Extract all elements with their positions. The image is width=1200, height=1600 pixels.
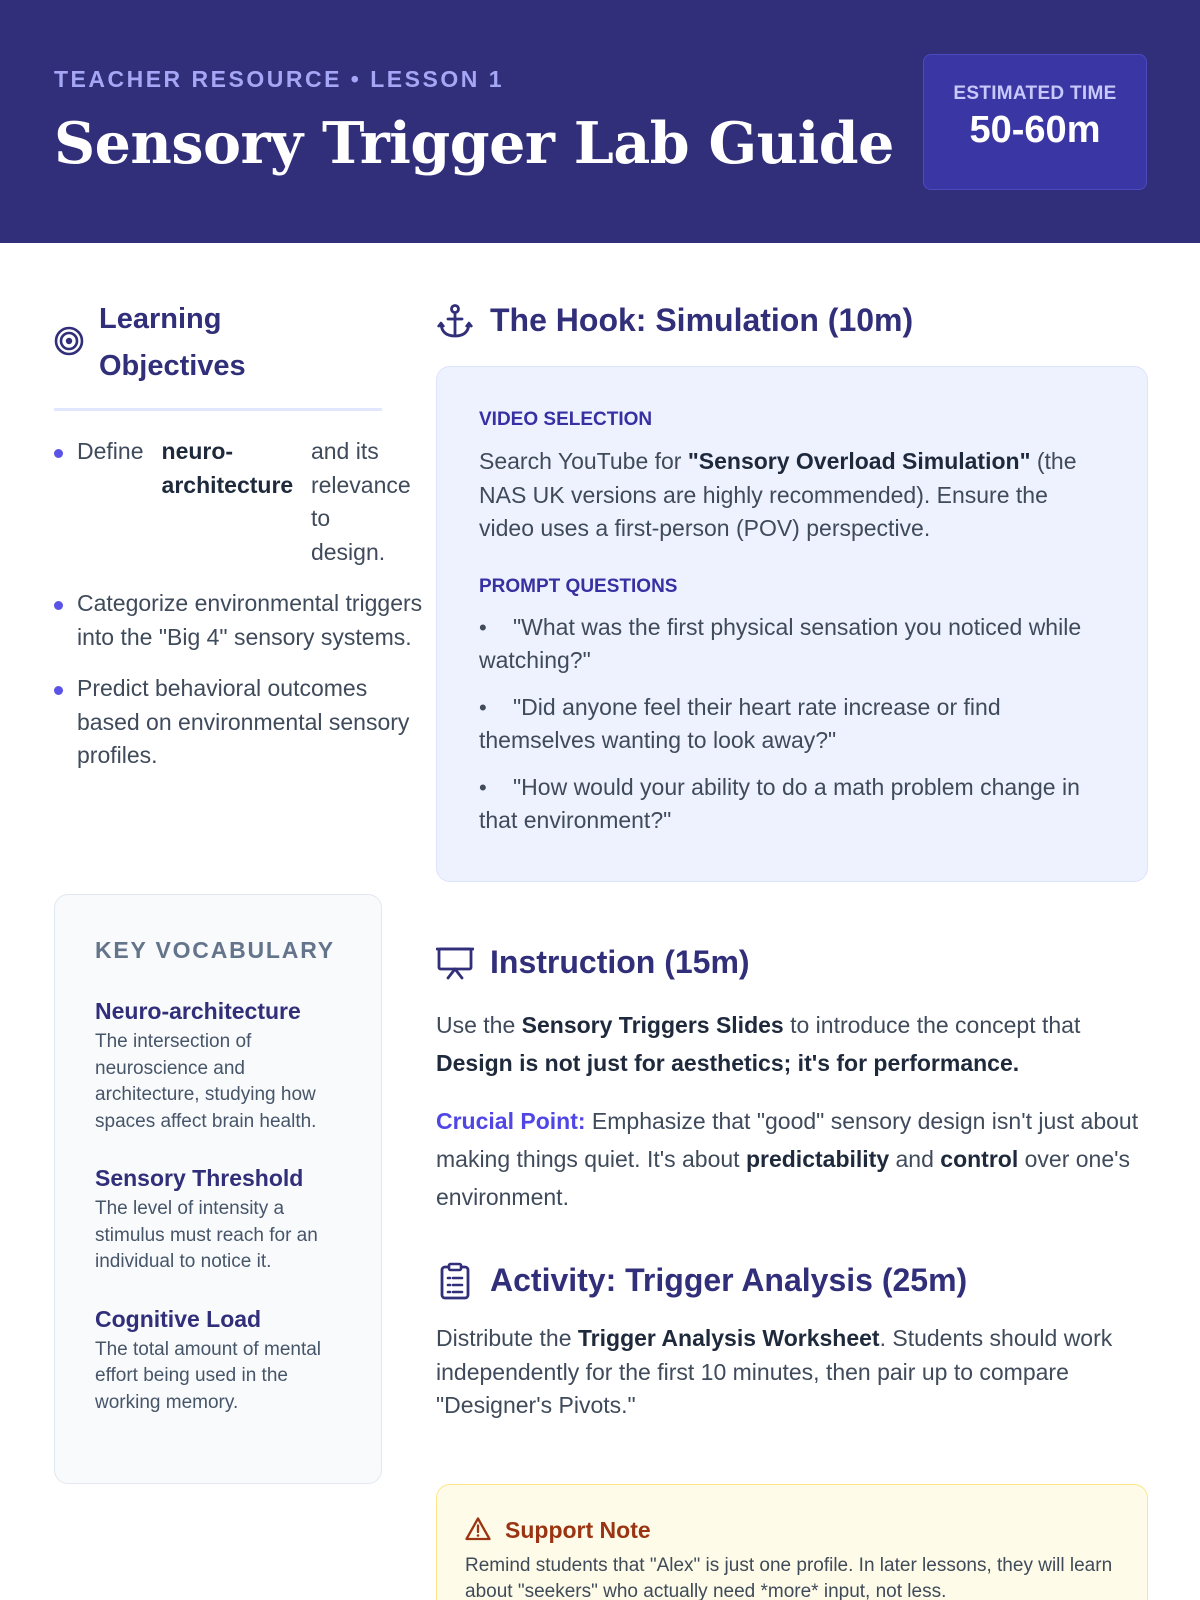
section-title: The Hook: Simulation (10m) bbox=[490, 302, 914, 338]
term-definition: The total amount of mental effort being used in the working memory. bbox=[95, 1338, 322, 1413]
page-header bbox=[0, 0, 1200, 243]
text-part: Distribute the bbox=[436, 1325, 578, 1351]
list-item bbox=[479, 691, 1107, 758]
vocab-term bbox=[95, 1306, 341, 1417]
right-column bbox=[436, 296, 1148, 1423]
question-text: "How would your ability to do a math problem change in that environment?" bbox=[479, 773, 1080, 833]
text-part: (the NAS UK versions are highly recommended). Ensure the video uses a first-person (POV) perspective. bbox=[479, 448, 1077, 541]
page-title: Sensory Trigger Lab Guide bbox=[54, 110, 894, 177]
hook-heading bbox=[436, 296, 1148, 344]
term-definition: The level of intensity a stimulus must reach for an individual to notice it. bbox=[95, 1198, 318, 1272]
term-definition: The intersection of neuroscience and architecture, studying how spaces affect brain health. bbox=[95, 1031, 317, 1132]
list-item bbox=[479, 611, 1107, 678]
support-note-card bbox=[436, 1484, 1148, 1600]
presentation-icon bbox=[436, 944, 474, 982]
video-selection-label: VIDEO SELECTION bbox=[479, 409, 653, 430]
list-item bbox=[479, 771, 1107, 838]
term-part: neuro- bbox=[161, 438, 234, 464]
vocab-term bbox=[95, 1165, 341, 1276]
activity-heading bbox=[436, 1256, 1148, 1304]
divider bbox=[54, 408, 382, 411]
instruction-heading bbox=[436, 938, 1148, 986]
video-search-term: "Sensory Overload Simulation" bbox=[687, 448, 1031, 474]
objective-text bbox=[311, 435, 424, 569]
list-item: Categorize environmental triggers into the "Big 4" sensory systems. bbox=[54, 587, 424, 654]
prompt-questions-list bbox=[479, 611, 1107, 838]
text-part: . Students should work independently for the first 10 minutes, then pair up to compare "Designer's Pivots." bbox=[436, 1325, 1113, 1418]
support-note-heading bbox=[465, 1513, 1119, 1547]
term-name: Cognitive Load bbox=[95, 1305, 262, 1332]
objective-text: Define bbox=[77, 438, 144, 464]
crucial-point-label: Crucial Point: bbox=[436, 1108, 586, 1134]
bullet: • bbox=[479, 694, 487, 720]
time-label: ESTIMATED TIME bbox=[953, 83, 1117, 104]
left-column bbox=[54, 296, 424, 791]
instruction-text bbox=[436, 1006, 1148, 1082]
term-name: Neuro-architecture bbox=[95, 998, 301, 1024]
text-part: to bbox=[310, 505, 331, 531]
term-name: Sensory Threshold bbox=[95, 1165, 304, 1191]
objectives-title-line1: Learning bbox=[99, 303, 222, 335]
vocab-term bbox=[95, 998, 341, 1135]
text-part: relevance bbox=[310, 471, 411, 498]
list-item bbox=[54, 435, 424, 569]
clipboard-icon bbox=[436, 1262, 474, 1300]
key-concept: Design is not just for aesthetics; it's for performance. bbox=[436, 1050, 1020, 1076]
worksheet-name: Trigger Analysis Worksheet bbox=[577, 1325, 880, 1351]
emphasis: predictability bbox=[745, 1146, 890, 1172]
text-part: Search YouTube for bbox=[479, 448, 688, 474]
objectives-list bbox=[54, 435, 424, 773]
key-vocabulary-card bbox=[54, 894, 382, 1484]
vocabulary-title: KEY VOCABULARY bbox=[95, 937, 335, 963]
instruction-section bbox=[436, 938, 1148, 1216]
term-part: architecture bbox=[161, 471, 294, 498]
lesson-eyebrow: TEACHER RESOURCE • LESSON 1 bbox=[54, 66, 504, 92]
text-part: to introduce the concept that bbox=[783, 1012, 1081, 1038]
hook-card bbox=[436, 366, 1148, 882]
estimated-time-badge bbox=[923, 54, 1147, 190]
crucial-point-text bbox=[436, 1102, 1148, 1216]
video-selection-text bbox=[479, 445, 1107, 546]
objective-bold-term bbox=[162, 435, 311, 569]
text-part: Emphasize that "good" sensory design isn't just about making things quiet. It's about bbox=[436, 1108, 1139, 1172]
time-value: 50-60m bbox=[969, 109, 1101, 151]
section-title: Instruction (15m) bbox=[490, 944, 750, 980]
list-item: Predict behavioral outcomes based on environmental sensory profiles. bbox=[54, 672, 424, 773]
bullet: • bbox=[479, 774, 487, 800]
support-note-text: Remind students that "Alex" is just one profile. In later lessons, they will learn about "seekers" who actually need *more* input, not less. bbox=[465, 1555, 1113, 1600]
objectives-heading bbox=[54, 296, 384, 390]
question-text: "What was the first physical sensation you noticed while watching?" bbox=[479, 613, 1082, 673]
text-part: and its bbox=[310, 438, 379, 464]
warning-icon bbox=[465, 1516, 491, 1542]
objectives-title-line2: Objectives bbox=[99, 350, 246, 382]
section-title: Activity: Trigger Analysis (25m) bbox=[490, 1262, 968, 1298]
anchor-icon bbox=[436, 302, 474, 340]
text-part: design. bbox=[310, 538, 386, 565]
activity-text bbox=[436, 1322, 1148, 1423]
text-part: over one's environment. bbox=[436, 1146, 1131, 1210]
slides-name: Sensory Triggers Slides bbox=[521, 1012, 784, 1038]
question-text: "Did anyone feel their heart rate increase or find themselves wanting to look away?" bbox=[479, 693, 1001, 753]
target-icon bbox=[54, 326, 84, 356]
emphasis: control bbox=[940, 1146, 1019, 1172]
text-part: Use the bbox=[436, 1012, 522, 1038]
support-note-title: Support Note bbox=[505, 1517, 651, 1543]
prompt-questions-label: PROMPT QUESTIONS bbox=[479, 575, 678, 597]
bullet: • bbox=[479, 614, 487, 640]
text-part: and bbox=[889, 1146, 941, 1172]
activity-section bbox=[436, 1256, 1148, 1423]
